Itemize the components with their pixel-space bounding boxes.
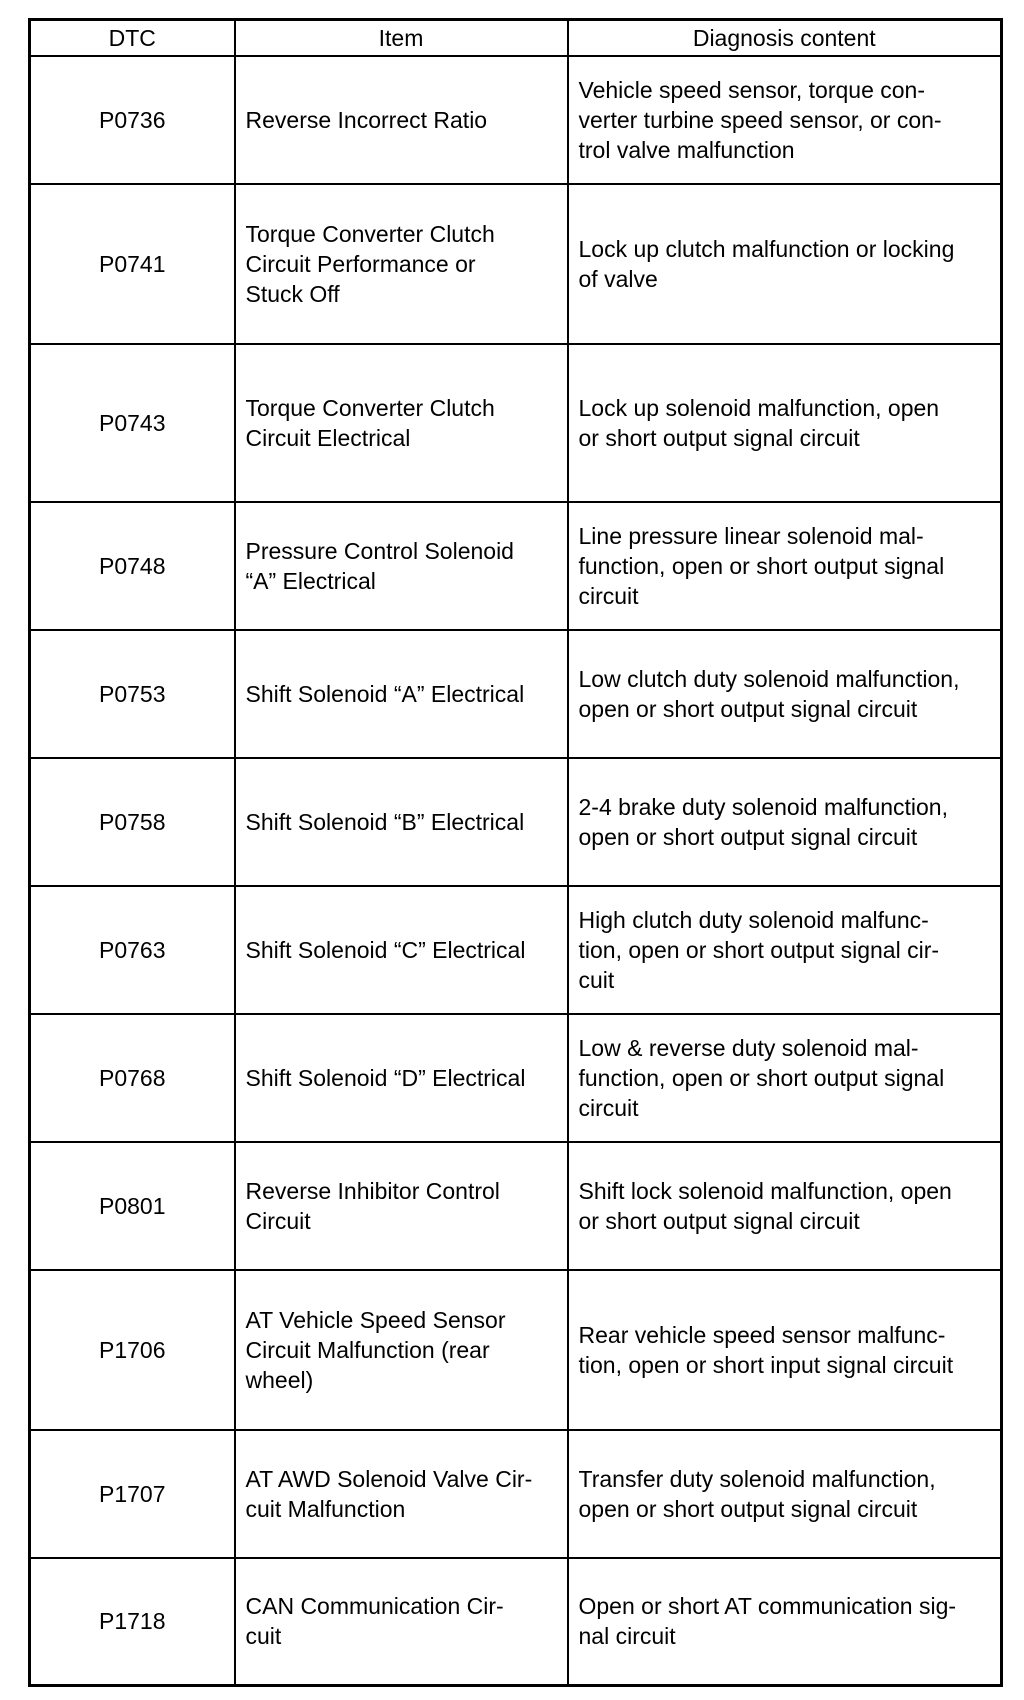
- diagnosis-cell: Rear vehicle speed sensor malfunc- tion, open or short input signal circuit: [568, 1270, 1002, 1430]
- dtc-table: [28, 18, 1003, 1687]
- diagnosis-cell: Vehicle speed sensor, torque con- verter turbine speed sensor, or con- trol valve malfunction: [568, 56, 1002, 184]
- dtc-code: P0768: [30, 1014, 235, 1142]
- table-row: [30, 1142, 1002, 1270]
- item-cell: AT Vehicle Speed Sensor Circuit Malfunction (rear wheel): [235, 1270, 568, 1430]
- table-row: [30, 1558, 1002, 1686]
- dtc-code: P1707: [30, 1430, 235, 1558]
- header-diagnosis: Diagnosis content: [568, 20, 1002, 56]
- item-cell: Shift Solenoid “C” Electrical: [235, 886, 568, 1014]
- dtc-code: P1706: [30, 1270, 235, 1430]
- diagnosis-cell: Transfer duty solenoid malfunction, open or short output signal circuit: [568, 1430, 1002, 1558]
- table-row: [30, 502, 1002, 630]
- table-row: [30, 630, 1002, 758]
- dtc-code: P0763: [30, 886, 235, 1014]
- dtc-code: P0758: [30, 758, 235, 886]
- table-row: [30, 1430, 1002, 1558]
- table-row: [30, 1014, 1002, 1142]
- diagnosis-cell: High clutch duty solenoid malfunc- tion, open or short output signal cir- cuit: [568, 886, 1002, 1014]
- item-cell: AT AWD Solenoid Valve Cir- cuit Malfunction: [235, 1430, 568, 1558]
- header-row: [30, 20, 1002, 56]
- table-row: [30, 56, 1002, 184]
- diagnosis-cell: Shift lock solenoid malfunction, open or short output signal circuit: [568, 1142, 1002, 1270]
- diagnosis-cell: Low & reverse duty solenoid mal- function, open or short output signal circuit: [568, 1014, 1002, 1142]
- item-cell: Torque Converter Clutch Circuit Performance or Stuck Off: [235, 184, 568, 344]
- table-row: [30, 1270, 1002, 1430]
- item-cell: Torque Converter Clutch Circuit Electrical: [235, 344, 568, 502]
- item-cell: Shift Solenoid “D” Electrical: [235, 1014, 568, 1142]
- dtc-code: P0753: [30, 630, 235, 758]
- dtc-code: P0743: [30, 344, 235, 502]
- diagnosis-cell: Lock up solenoid malfunction, open or short output signal circuit: [568, 344, 1002, 502]
- dtc-code: P0736: [30, 56, 235, 184]
- item-cell: Shift Solenoid “A” Electrical: [235, 630, 568, 758]
- header-dtc: DTC: [30, 20, 235, 56]
- item-cell: CAN Communication Cir- cuit: [235, 1558, 568, 1686]
- header-item: Item: [235, 20, 568, 56]
- diagnosis-cell: Low clutch duty solenoid malfunction, open or short output signal circuit: [568, 630, 1002, 758]
- diagnosis-cell: Lock up clutch malfunction or locking of valve: [568, 184, 1002, 344]
- dtc-code: P1718: [30, 1558, 235, 1686]
- item-cell: Shift Solenoid “B” Electrical: [235, 758, 568, 886]
- dtc-code: P0741: [30, 184, 235, 344]
- item-cell: Reverse Incorrect Ratio: [235, 56, 568, 184]
- table-row: [30, 758, 1002, 886]
- table-row: [30, 886, 1002, 1014]
- dtc-code: P0748: [30, 502, 235, 630]
- item-cell: Pressure Control Solenoid “A” Electrical: [235, 502, 568, 630]
- diagnosis-cell: Line pressure linear solenoid mal- function, open or short output signal circuit: [568, 502, 1002, 630]
- table-row: [30, 184, 1002, 344]
- table-row: [30, 344, 1002, 502]
- diagnosis-cell: 2-4 brake duty solenoid malfunction, open or short output signal circuit: [568, 758, 1002, 886]
- item-cell: Reverse Inhibitor Control Circuit: [235, 1142, 568, 1270]
- dtc-code: P0801: [30, 1142, 235, 1270]
- diagnosis-cell: Open or short AT communication sig- nal circuit: [568, 1558, 1002, 1686]
